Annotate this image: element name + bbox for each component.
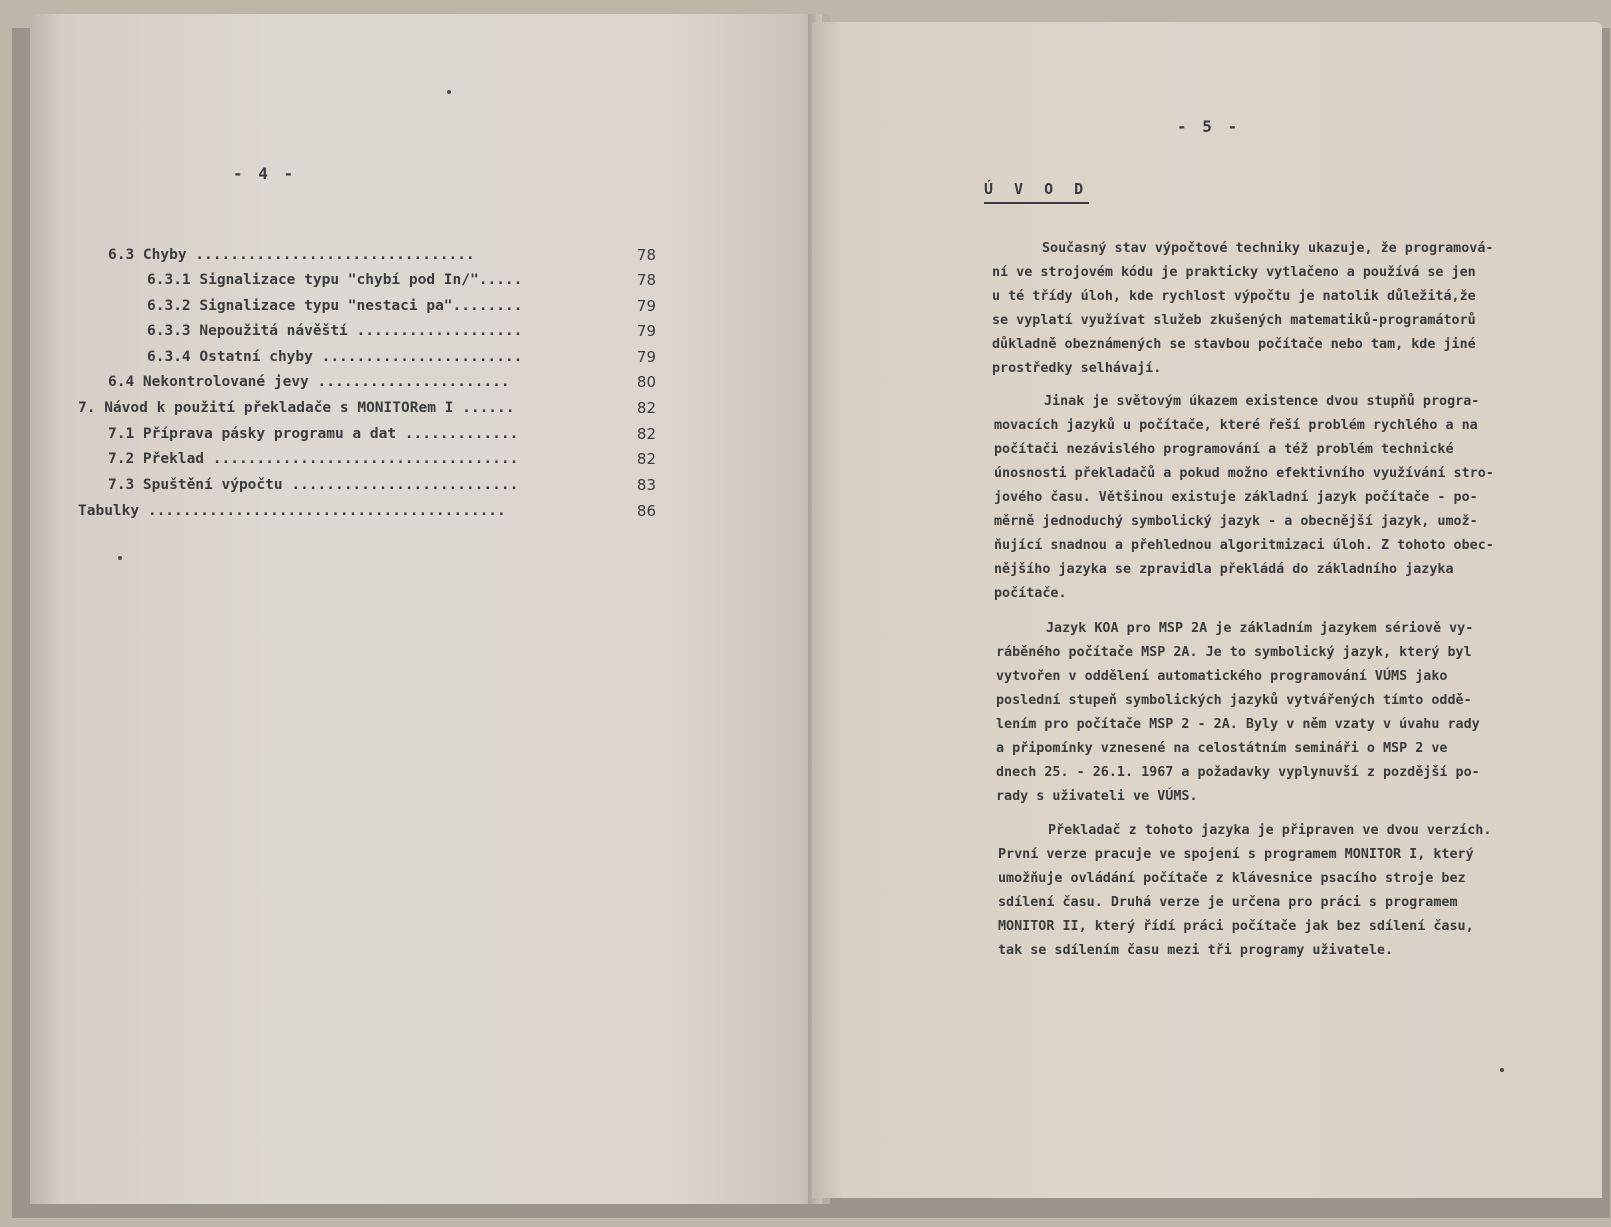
toc-page-number: 78 [636,271,656,289]
text-line: poslední stupeň symbolických jazyků vytvářených tímto oddě- [996,693,1472,708]
toc-entry: 6.4 Nekontrolované jevy ...................... [108,374,510,390]
text-line: prostředky selhávají. [992,361,1162,376]
text-line: únosnosti překladačů a pokud možno efektivního využívání stro- [994,466,1494,481]
toc-page-number: 82 [636,425,656,443]
toc-entry: 7.2 Překlad ................................... [108,451,519,467]
toc-page-number: 82 [636,399,656,417]
text-line: důkladně obeznámených se stavbou počítače nebo tam, kde jiné [992,337,1476,352]
toc-entry: 6.3.2 Signalizace typu "nestaci pa"........ [147,298,523,314]
paper-speck [447,90,451,94]
text-line: ráběného počítače MSP 2A. Je to symbolický jazyk, který byl [996,645,1472,660]
paper-speck [1500,1068,1504,1072]
toc-row [147,346,656,368]
toc-entry: 7.1 Příprava pásky programu a dat ............. [108,426,519,442]
toc-row [108,474,656,496]
toc-entry: 6.3.3 Nepoužitá návěští ................... [147,323,523,339]
text-line: ňující snadnou a přehlednou algoritmizaci úloh. Z tohoto obec- [994,538,1494,553]
toc-row [147,295,656,317]
toc-row [78,397,656,419]
text-line: movacích jazyků u počítače, které řeší problém rychlého a na [994,418,1478,433]
text-line: jového času. Většinou existuje základní jazyk počítače - po- [994,490,1478,505]
text-line: Současný stav výpočtové techniky ukazuje, že programová- [1042,241,1494,256]
text-line: u té třídy úloh, kde rychlost výpočtu je natolik důležitá,že [992,289,1476,304]
text-line: měrně jednoduchý symbolický jazyk - a obecnější jazyk, umož- [994,514,1478,529]
text-line: tak se sdílením času mezi tři programy uživatele. [998,943,1394,958]
toc-entry: 6.3 Chyby ................................ [108,247,475,263]
left-page [30,14,830,1204]
text-line: ní ve strojovém kódu je prakticky vytlačeno a používá se jen [992,265,1476,280]
text-line: První verze pracuje ve spojení s programem MONITOR I, který [998,847,1474,862]
toc-entry: 7. Návod k použití překladače s MONITORem I ...... [78,400,515,416]
toc-page-number: 80 [636,373,656,391]
text-line: MONITOR II, který řídí práci počítače jak bez sdílení času, [998,919,1474,934]
text-line: se vyplatí využívat služeb zkušených matematiků-programátorů [992,313,1476,328]
text-line: Jinak je světovým úkazem existence dvou stupňů progra- [1044,394,1480,409]
text-line: počítače. [994,586,1067,601]
toc-entry: 6.3.4 Ostatní chyby ....................... [147,349,523,365]
section-heading: Ú V O D [984,180,1089,204]
text-line: počítači nezávislého programování a též problém technické [994,442,1454,457]
left-page-number: - 4 - [233,164,297,183]
toc-row [108,244,656,266]
text-line: rady s uživateli ve VÚMS. [996,789,1198,804]
text-line: lením pro počítače MSP 2 - 2A. Byly v něm vzaty v úvahu rady [996,717,1480,732]
text-line: umožňuje ovládání počítače z klávesnice psacího stroje bez [998,871,1466,886]
toc-page-number: 79 [636,348,656,366]
paper-speck [118,556,122,560]
text-line: dnech 25. - 26.1. 1967 a požadavky vyplynuvší z pozdější po- [996,765,1480,780]
toc-page-number: 86 [636,502,656,520]
toc-row [108,423,656,445]
text-line: nějšího jazyka se zpravidla překládá do základního jazyka [994,562,1454,577]
toc-row [78,500,656,522]
toc-page-number: 78 [636,246,656,264]
toc-entry: Tabulky ......................................... [78,503,506,519]
text-line: Jazyk KOA pro MSP 2A je základním jazykem sériově vy- [1046,621,1474,636]
toc-row [108,448,656,470]
toc-page-number: 79 [636,297,656,315]
text-line: Překladač z tohoto jazyka je připraven ve dvou verzích. [1048,823,1492,838]
toc-entry: 6.3.1 Signalizace typu "chybí pod In/"..... [147,272,523,288]
text-line: vytvořen v oddělení automatického programování VÚMS jako [996,669,1448,684]
toc-row [108,371,656,393]
toc-row [147,269,656,291]
text-line: sdílení času. Druhá verze je určena pro práci s programem [998,895,1458,910]
toc-page-number: 82 [636,450,656,468]
toc-page-number: 83 [636,476,656,494]
right-page-number: - 5 - [1177,117,1241,136]
text-line: a připomínky vznesené na celostátním semináři o MSP 2 ve [996,741,1448,756]
toc-entry: 7.3 Spuštění výpočtu .......................... [108,477,519,493]
right-page [812,22,1602,1198]
toc-row [147,320,656,342]
toc-page-number: 79 [636,322,656,340]
